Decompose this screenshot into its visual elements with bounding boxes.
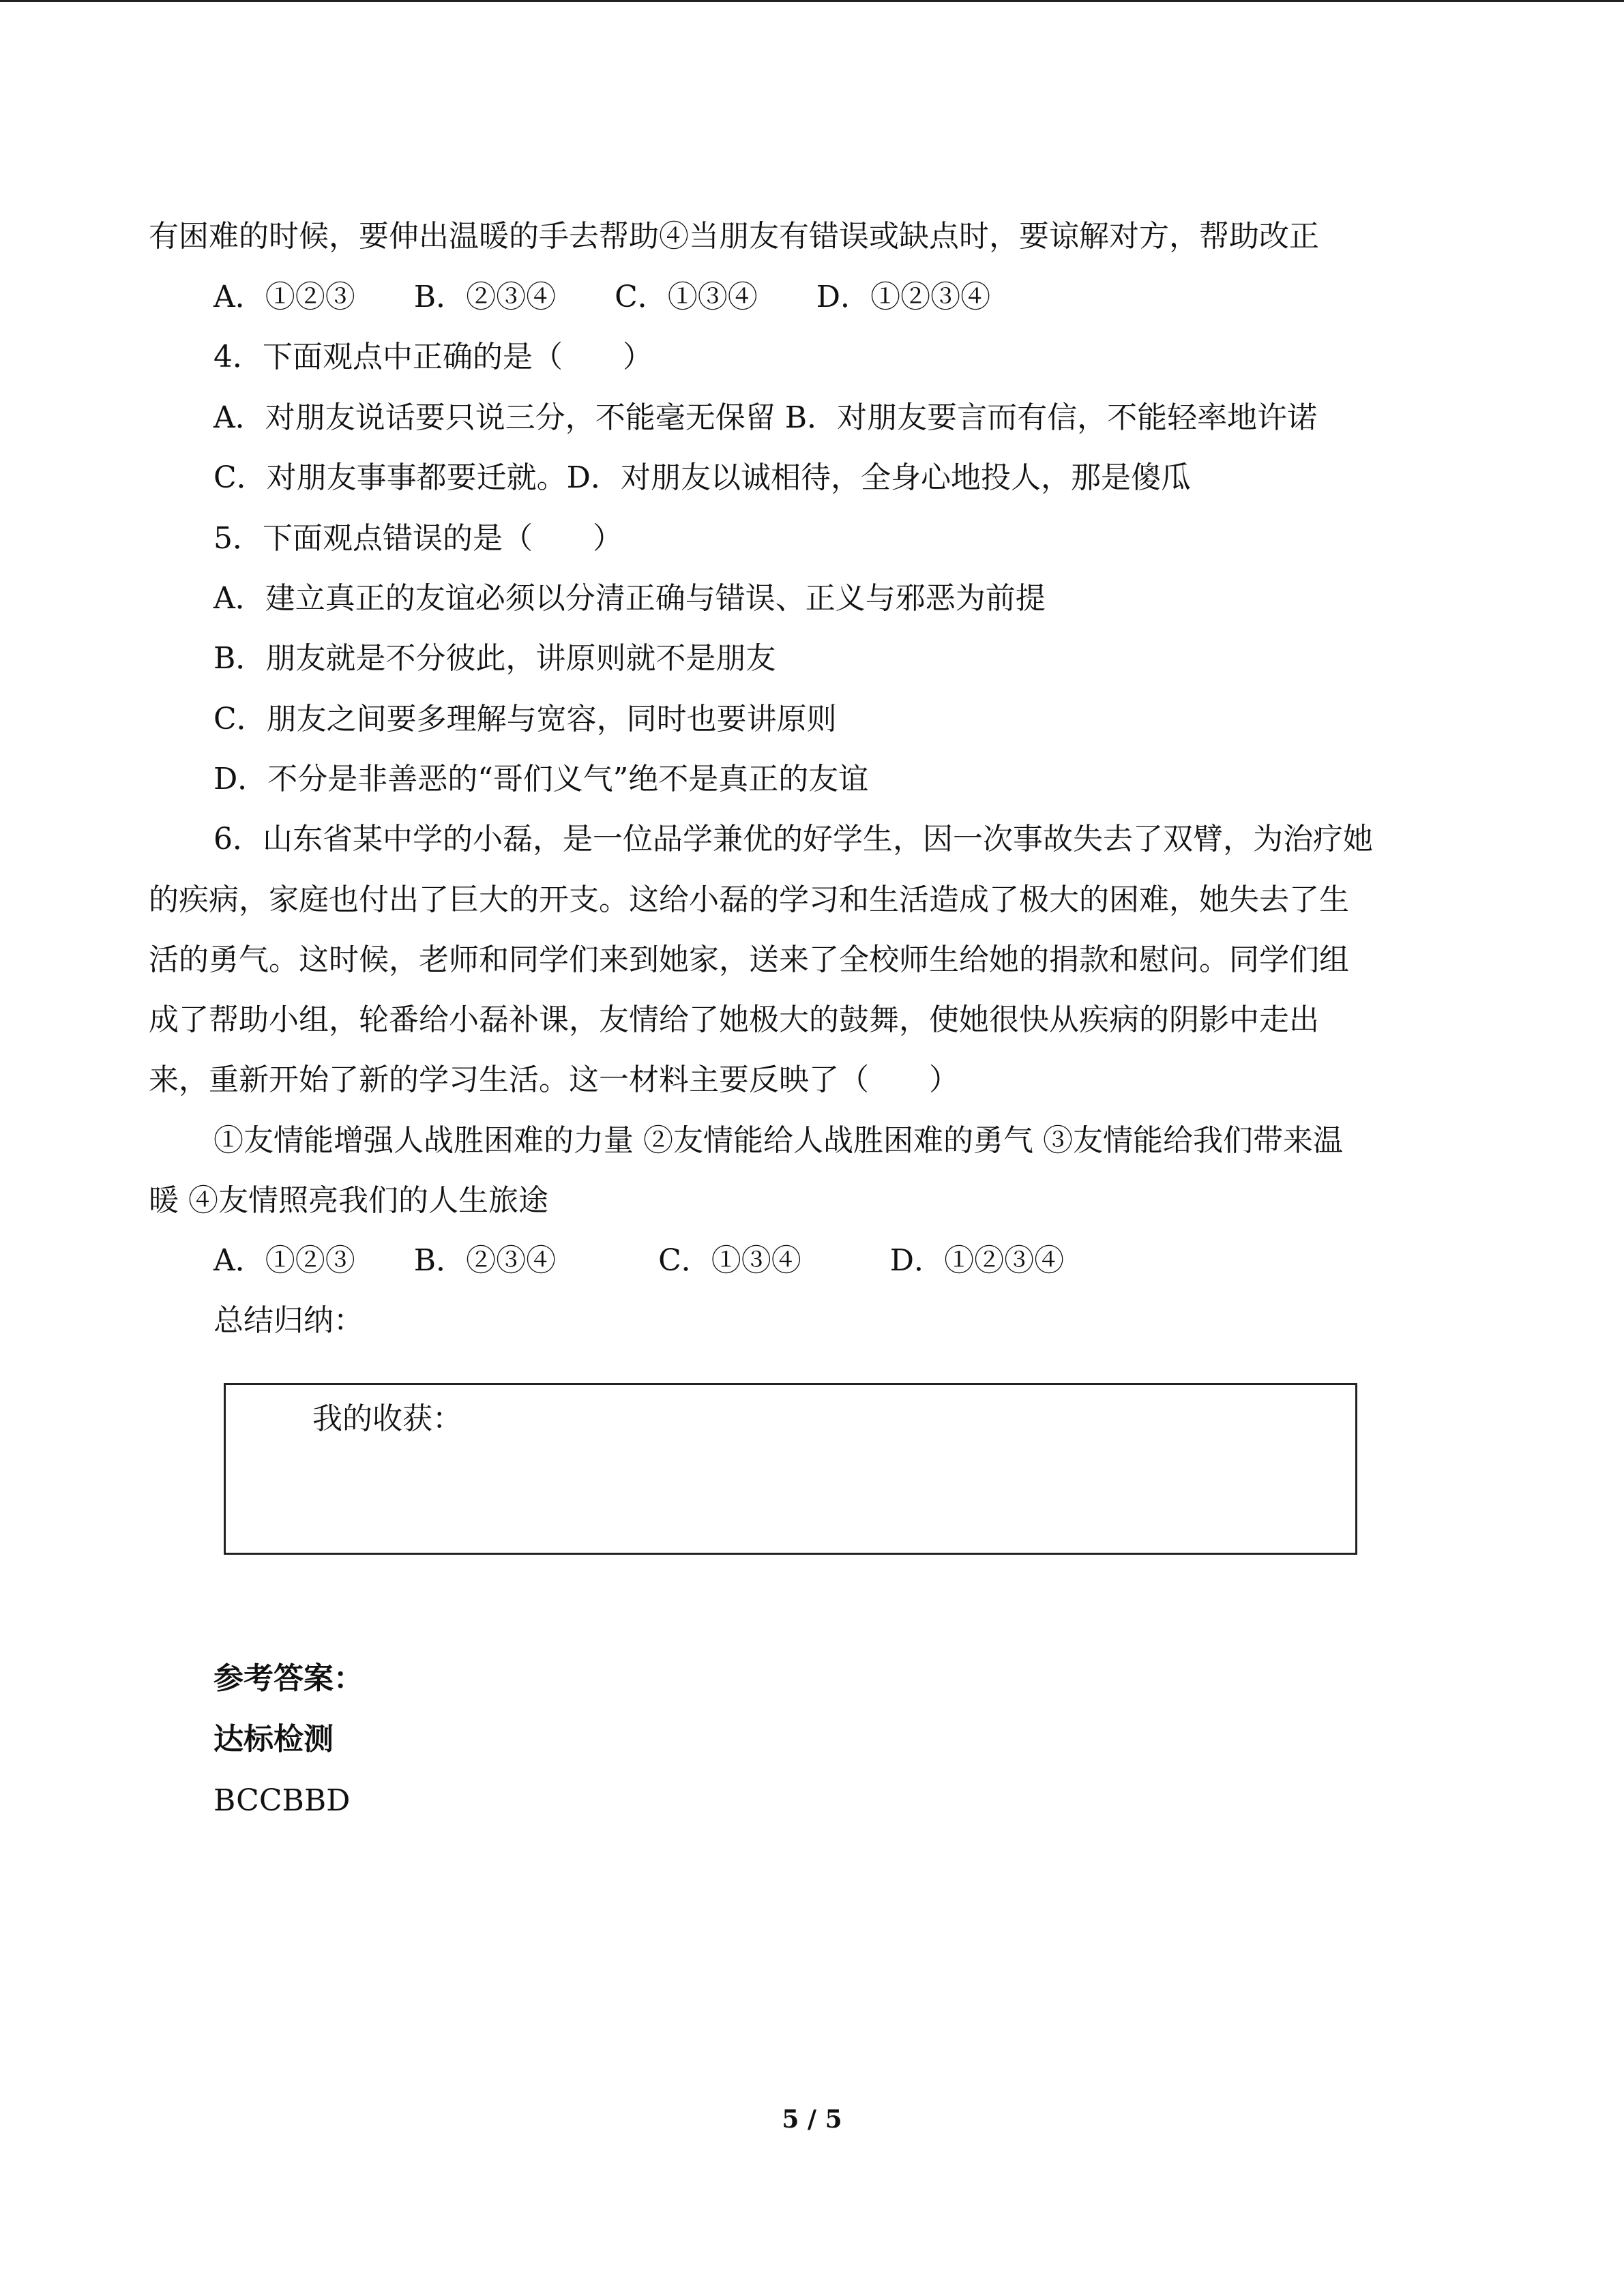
q6-option-c: C．①③④	[658, 1243, 801, 1278]
summary-box	[224, 1383, 1357, 1555]
q6-option-a: A．①②③	[213, 1243, 355, 1278]
q6-option-b: B．②③④	[413, 1243, 557, 1278]
q5-stem: 5．下面观点错误的是（ ）	[213, 521, 623, 556]
q4-options-line1: A．对朋友说话要只说三分，不能毫无保留 B．对朋友要言而有信，不能轻率地许诺	[213, 400, 1318, 435]
q3-option-d: D．①②③④	[816, 280, 991, 314]
summary-heading: 总结归纳：	[213, 1303, 364, 1338]
q6-stem-line: 活的勇气。这时候，老师和同学们来到她家，送来了全校师生给她的捐款和慰问。同学们组	[149, 942, 1349, 977]
page-number: 5 / 5	[782, 2105, 842, 2134]
q5-option-d: D．不分是非善恶的“哥们义气”绝不是真正的友谊	[213, 762, 869, 796]
q4-options-line2: C．对朋友事事都要迁就。D．对朋友以诚相待，全身心地投人，那是傻瓜	[213, 460, 1191, 495]
q5-option-a: A．建立真正的友谊必须以分清正确与错误、正义与邪恶为前提	[213, 581, 1046, 616]
answers-value: BCCBBD	[213, 1783, 351, 1818]
q5-option-b: B．朋友就是不分彼此，讲原则就不是朋友	[213, 641, 776, 676]
q3-option-a: A．①②③	[213, 280, 355, 314]
q6-options	[213, 1240, 1064, 1281]
q4-stem: 4．下面观点中正确的是（ ）	[213, 340, 653, 374]
q6-option-d: D．①②③④	[889, 1243, 1065, 1278]
q6-stem-line: 的疾病，家庭也付出了巨大的开支。这给小磊的学习和生活造成了极大的困难，她失去了生	[149, 882, 1349, 917]
q5-option-c: C．朋友之间要多理解与宽容，同时也要讲原则	[213, 702, 837, 736]
q3-continued-text: 有困难的时候，要伸出温暖的手去帮助④当朋友有错误或缺点时，要谅解对方，帮助改正	[149, 219, 1319, 254]
answers-section: 达标检测	[213, 1722, 334, 1757]
answers-title: 参考答案：	[213, 1661, 364, 1696]
summary-box-label: 我的收获：	[312, 1401, 462, 1436]
q6-statements-line: 暖 ④友情照亮我们的人生旅途	[149, 1183, 548, 1218]
q6-statements-line: ①友情能增强人战胜困难的力量 ②友情能给人战胜困难的勇气 ③友情能给我们带来温	[213, 1123, 1343, 1158]
q3-options	[213, 277, 990, 318]
q6-stem-line: 来，重新开始了新的学习生活。这一材料主要反映了（ ）	[149, 1062, 959, 1097]
q6-stem-line: 成了帮助小组，轮番给小磊补课，友情给了她极大的鼓舞，使她很快从疾病的阴影中走出	[149, 1002, 1319, 1037]
q6-stem-line: 6．山东省某中学的小磊，是一位品学兼优的好学生，因一次事故失去了双臂，为治疗她	[213, 822, 1373, 856]
q3-option-b: B．②③④	[413, 280, 557, 314]
q3-option-c: C．①③④	[615, 280, 758, 314]
